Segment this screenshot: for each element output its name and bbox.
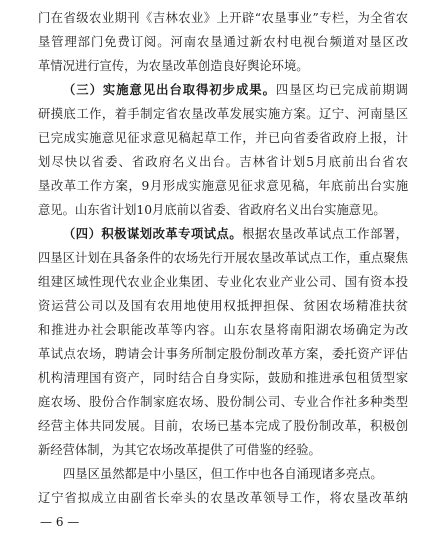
text-line: 革试点农场，聘请会计事务所制定股份制改革方案，委托资产评估 bbox=[38, 347, 408, 361]
text-line: 和推进办社会职能改革等内容。山东农垦将南阳湖农场确定为改 bbox=[38, 323, 408, 337]
text-line: 垦管理部门免费订阅。河南农垦通过新农村电视台频道对垦区改 bbox=[38, 35, 408, 49]
text-line: 研摸底工作，着手制定省农垦改革发展实施方案。辽宁、河南垦区 bbox=[38, 107, 408, 121]
text-line: 组建区域性现代农业企业集团、专业化农业产业公司、国有资本投 bbox=[38, 275, 408, 289]
text-line: 四垦区虽然都是中小垦区，但工作中也各自涌现诸多亮点。 bbox=[63, 467, 383, 481]
text-line: 辽宁省拟成立由副省长牵头的农垦改革领导工作，将农垦改革纳 bbox=[38, 491, 408, 505]
text-line: 机构清理国有资产，同时结合自身实际，鼓励和推进承包租赁型家 bbox=[38, 371, 408, 385]
section-four-first-line bbox=[38, 222, 408, 246]
text-line: 已完成实施意见征求意见稿起草工作，并已向省委省政府上报，计 bbox=[38, 131, 408, 145]
text-line: 垦改革工作方案，9月形成实施意见征求意见稿，年底前出台实施 bbox=[38, 179, 408, 193]
text-line: 革情况进行宣传，为农垦改革创造良好舆论环境。 bbox=[38, 59, 309, 73]
text-line: 经营主体共同发展。目前，农场已基本完成了股份制改革，积极创 bbox=[38, 419, 408, 433]
section-three-intro: 四垦区均已完成前期调 bbox=[275, 83, 408, 97]
document-page bbox=[38, 6, 408, 510]
text-line: 门在省级农业期刊《吉林农业》上开辟“农垦事业”专栏，为全省农 bbox=[38, 11, 408, 25]
page-number: — 6 — bbox=[40, 515, 80, 529]
text-line: 划尽快以省委、省政府名义出台。吉林省计划5月底前出台省农 bbox=[38, 155, 408, 169]
section-three-first-line bbox=[38, 78, 408, 102]
section-three-heading: （三）实施意见出台取得初步成果。 bbox=[63, 82, 276, 97]
section-four-heading: （四）积极谋划改革专项试点。 bbox=[63, 226, 243, 241]
text-line: 意见。山东省计划10月底前以省委、省政府名义出台实施意见。 bbox=[38, 203, 386, 217]
text-line: 庭农场、股份合作制家庭农场、股份制公司、专业合作社多种类型 bbox=[38, 395, 408, 409]
text-line: 新经营体制，为其它农场改革提供了可借鉴的经验。 bbox=[38, 443, 321, 457]
text-line: 四垦区计划在具备条件的农场先行开展农垦改革试点工作，重点聚焦 bbox=[38, 251, 408, 265]
section-four-intro: 根据农垦改革试点工作部署， bbox=[242, 227, 408, 241]
text-line: 资运营公司以及国有农用地使用权抵押担保、贫困农场精准扶贫 bbox=[38, 299, 408, 313]
